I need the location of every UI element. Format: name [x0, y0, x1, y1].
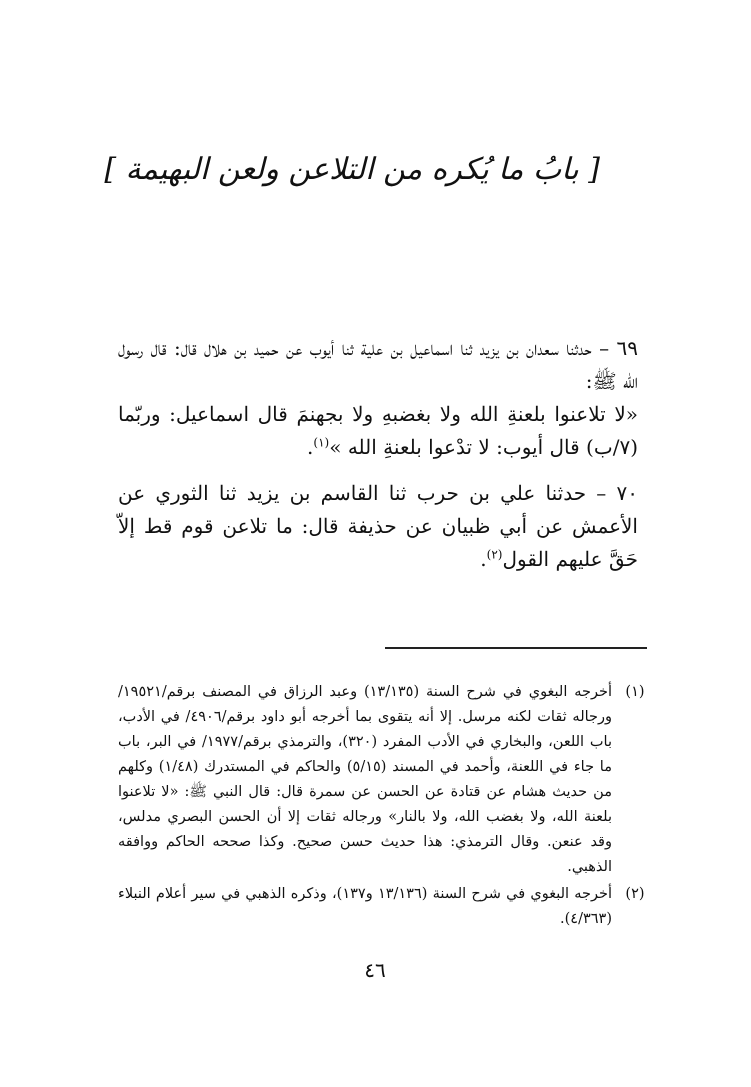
- hadith-69-isnad: ٦٩ – حدثنا سعدان بن يزيد ثنا اسماعيل بن علية ثنا أيوب عن حميد بن هلال قال: قال رسول الله ﷺ:: [118, 336, 638, 393]
- footnote-text: أخرجه البغوي في شرح السنة (١٣/١٣٥) وعبد الرزاق في المصنف برقم/١٩٥٢١/ ورجاله ثقات لكنه مرسل. إلا أنه يتقوى بما أخرجه أبو داود برقم/٤٩٠٦/ في الأدب، باب اللعن، والبخاري في الأدب المفرد (٣٢٠)، والترمذي برقم/١٩٧٧/ في البر، باب ما جاء في اللعنة، وأحمد في المسند (٥/١٥) والحاكم في المستدرك (١/٤٨) وكلهم من حديث هشام عن قتادة عن الحسن عن سمرة قال: قال النبي ﷺ: «لا تلاعنوا بلعنة الله، ولا بغضب الله، ولا بالنار» ورجاله ثقات إلا أن الحسن البصري مدلس، وقد عنعن. وقال الترمذي: هذا حديث حسن صحيح. وكذا صححه الحاكم ووافقه الذهبي.: [118, 684, 612, 875]
- footnote-divider: [385, 647, 647, 649]
- footnotes: [118, 680, 650, 934]
- hadith-70: [118, 477, 638, 576]
- hadith-69-end: .: [307, 435, 314, 459]
- footnote-1: [118, 680, 650, 880]
- page-number: ٤٦: [364, 958, 386, 982]
- footnote-number: (٢): [625, 886, 645, 902]
- footnote-ref-2[interactable]: (٢): [486, 547, 503, 562]
- footnote-2: [118, 882, 650, 932]
- footnote-text: أخرجه البغوي في شرح السنة (١٣/١٣٦ و١٣٧)، وذكره الذهبي في سير أعلام النبلاء (٤/٣٦٣).: [118, 886, 612, 927]
- hadith-69-matn: «لا تلاعنوا بلعنةِ الله ولا بغضبهِ ولا بجهنمَ قال اسماعيل: وربّما (٧/ب) قال أيوب: لا تدْعوا بلعنةِ الله »: [118, 402, 638, 459]
- footnote-number: (١): [625, 684, 645, 700]
- footnote-ref-1[interactable]: (١): [313, 435, 330, 450]
- hadith-70-end: .: [480, 547, 487, 571]
- main-text: [118, 332, 638, 589]
- chapter-title: [ بابُ ما يُكره من التلاعن ولعن البهيمة ]: [104, 152, 600, 187]
- hadith-70-text: ٧٠ – حدثنا علي بن حرب ثنا القاسم بن يزيد ثنا الثوري عن الأعمش عن أبي ظبيان عن حذيفة قال: ما تلاعن قوم قط إلاّ حَقَّ عليهم القول: [118, 481, 638, 571]
- hadith-69: [118, 332, 638, 464]
